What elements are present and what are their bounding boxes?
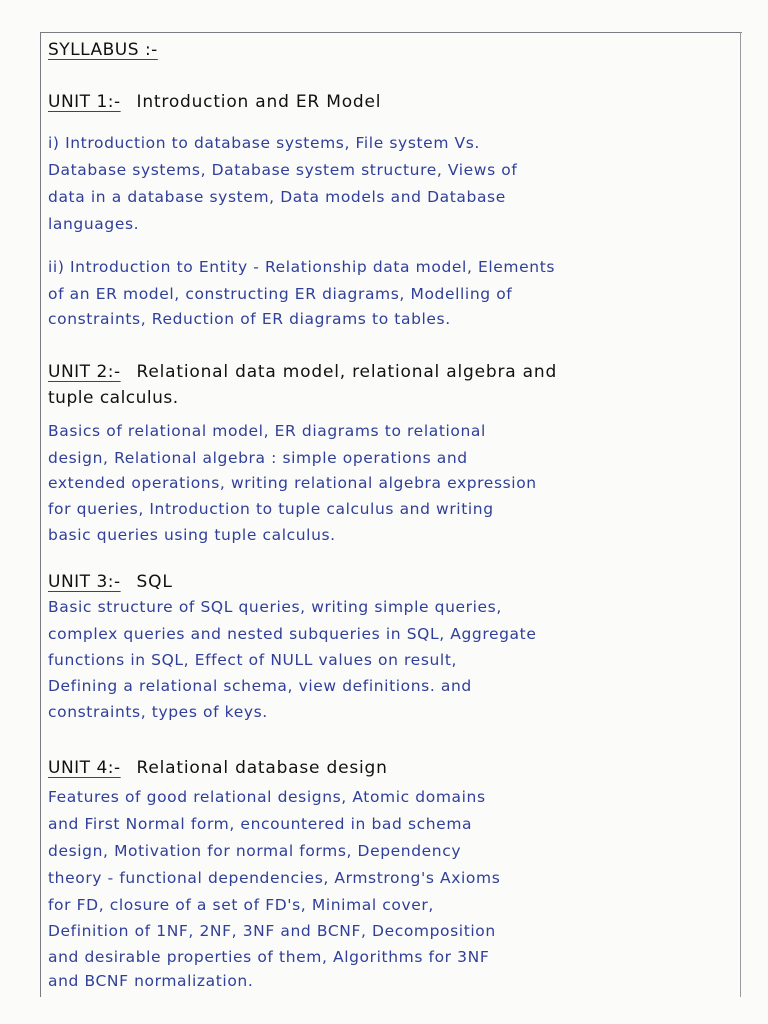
unit-4-line-3: design, Motivation for normal forms, Dependency: [48, 842, 462, 860]
unit-1-line-6: of an ER model, constructing ER diagrams, Modelling of: [48, 285, 513, 303]
unit-1-line-3: data in a database system, Data models and Database: [48, 188, 506, 206]
unit-4-line-5: for FD, closure of a set of FD's, Minimal cover,: [48, 896, 434, 914]
unit-1-line-7: constraints, Reduction of ER diagrams to tables.: [48, 310, 451, 328]
unit-1-line-5: ii) Introduction to Entity - Relationship data model, Elements: [48, 258, 556, 276]
unit-2-title-continued: [48, 388, 179, 408]
unit-4-heading: [48, 758, 388, 778]
unit-1-line-4: languages.: [48, 215, 140, 233]
unit-3-line-1: Basic structure of SQL queries, writing simple queries,: [48, 598, 502, 616]
unit-3-label: UNIT 3:-: [48, 572, 121, 592]
unit-2-title-cont: tuple calculus.: [48, 388, 179, 408]
page-border-right: [740, 32, 741, 997]
unit-2-line-5: basic queries using tuple calculus.: [48, 526, 336, 544]
unit-3-line-4: Defining a relational schema, view definitions. and: [48, 677, 472, 695]
syllabus-label: SYLLABUS :-: [48, 40, 158, 60]
unit-2-line-2: design, Relational algebra : simple operations and: [48, 449, 468, 467]
unit-4-line-4: theory - functional dependencies, Armstrong's Axioms: [48, 869, 501, 887]
page-border-left: [40, 32, 41, 997]
unit-2-line-3: extended operations, writing relational algebra expression: [48, 474, 537, 492]
syllabus-heading: [48, 40, 158, 60]
unit-1-line-2: Database systems, Database system structure, Views of: [48, 161, 518, 179]
unit-3-title: SQL: [136, 572, 173, 592]
unit-3-line-3: functions in SQL, Effect of NULL values on result,: [48, 651, 458, 669]
unit-2-line-1: Basics of relational model, ER diagrams to relational: [48, 422, 486, 440]
unit-2-label: UNIT 2:-: [48, 362, 121, 382]
unit-3-line-5: constraints, types of keys.: [48, 703, 268, 721]
unit-1-label: UNIT 1:-: [48, 92, 121, 112]
unit-1-heading: [48, 92, 381, 112]
unit-1-line-1: i) Introduction to database systems, File system Vs.: [48, 134, 480, 152]
unit-2-heading: [48, 362, 557, 382]
unit-4-label: UNIT 4:-: [48, 758, 121, 778]
unit-3-heading: [48, 572, 173, 592]
unit-4-line-8: and BCNF normalization.: [48, 972, 254, 990]
unit-4-line-7: and desirable properties of them, Algorithms for 3NF: [48, 948, 490, 966]
page-border-top: [40, 32, 742, 33]
unit-4-line-2: and First Normal form, encountered in bad schema: [48, 815, 473, 833]
unit-4-line-1: Features of good relational designs, Atomic domains: [48, 788, 486, 806]
unit-4-title: Relational database design: [136, 758, 388, 778]
unit-4-line-6: Definition of 1NF, 2NF, 3NF and BCNF, Decomposition: [48, 922, 496, 940]
unit-1-title: Introduction and ER Model: [136, 92, 382, 112]
unit-2-line-4: for queries, Introduction to tuple calculus and writing: [48, 500, 494, 518]
unit-2-title: Relational data model, relational algebra and: [136, 362, 558, 382]
unit-3-line-2: complex queries and nested subqueries in SQL, Aggregate: [48, 625, 537, 643]
